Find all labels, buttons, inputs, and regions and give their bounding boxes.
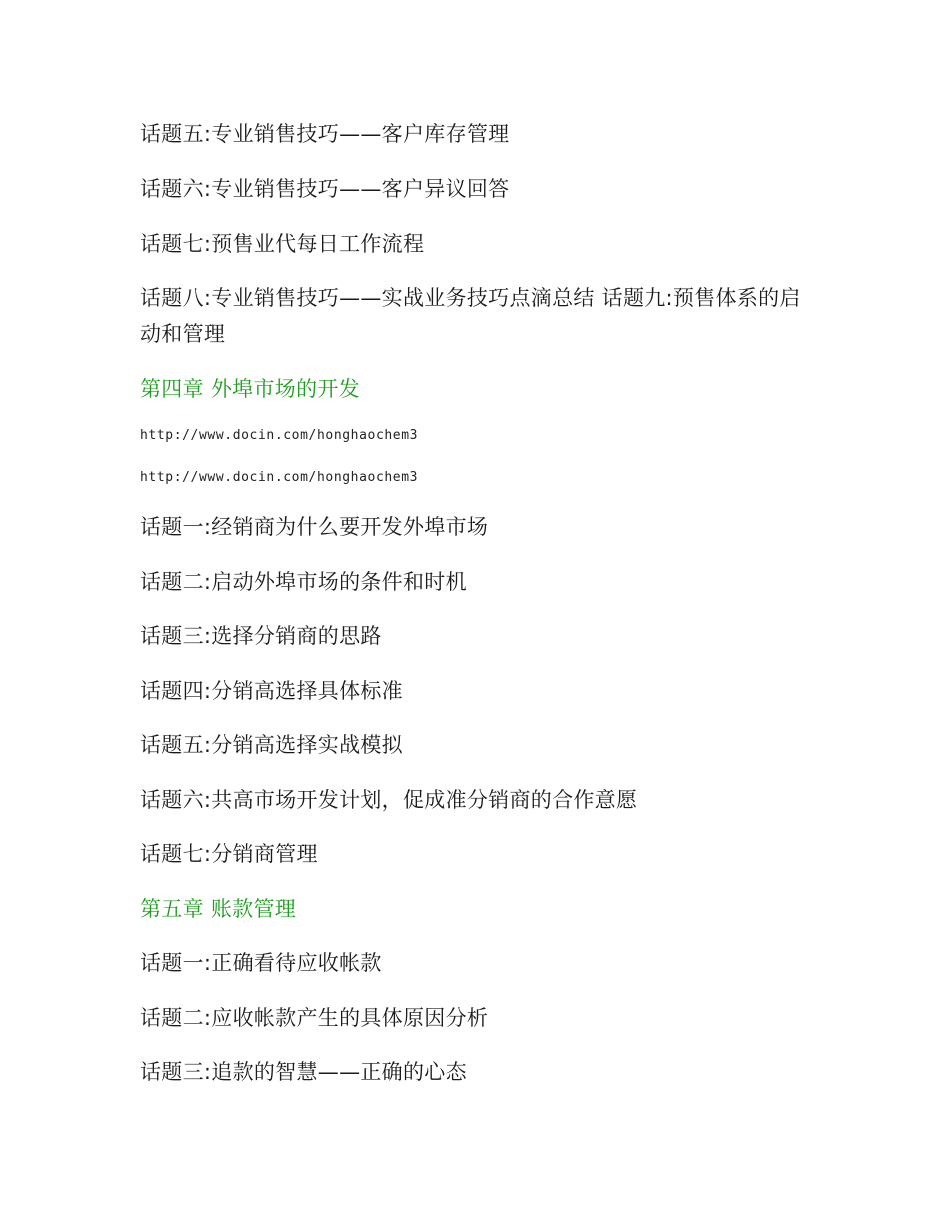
topic-8-9-summary: 话题八:专业销售技巧——实战业务技巧点滴总结 话题九:预售体系的启动和管理 <box>140 286 801 346</box>
topic-2-conditions: 话题二:启动外埠市场的条件和时机 <box>140 570 467 594</box>
topic-4-selection-criteria: 话题四:分销高选择具体标准 <box>140 679 403 703</box>
topic-6-objections: 话题六:专业销售技巧——客户异议回答 <box>140 177 510 201</box>
topic-3-collection-mindset: 话题三:追款的智慧——正确的心态 <box>140 1060 467 1084</box>
topic-6-market-plan: 话题六:共高市场开发计划，促成准分销商的合作意愿 <box>140 788 638 812</box>
topic-1-why-expand: 话题一:经销商为什么要开发外埠市场 <box>140 515 489 539</box>
topic-5-selection-simulation: 话题五:分销高选择实战模拟 <box>140 733 403 757</box>
topic-3-selection-approach: 话题三:选择分销商的思路 <box>140 624 382 648</box>
topic-2-receivables-causes: 话题二:应收帐款产生的具体原因分析 <box>140 1006 489 1030</box>
chapter-5-heading: 第五章 账款管理 <box>140 897 297 921</box>
chapter-4-heading: 第四章 外埠市场的开发 <box>140 377 360 401</box>
topic-7-distributor-management: 话题七:分销商管理 <box>140 842 318 866</box>
topic-1-receivables: 话题一:正确看待应收帐款 <box>140 951 382 975</box>
topic-7-daily-workflow: 话题七:预售业代每日工作流程 <box>140 232 425 256</box>
source-url-2: http://www.docin.com/honghaochem3 <box>140 470 419 485</box>
source-url-1: http://www.docin.com/honghaochem3 <box>140 428 419 443</box>
topic-5-inventory: 话题五:专业销售技巧——客户库存管理 <box>140 122 510 146</box>
